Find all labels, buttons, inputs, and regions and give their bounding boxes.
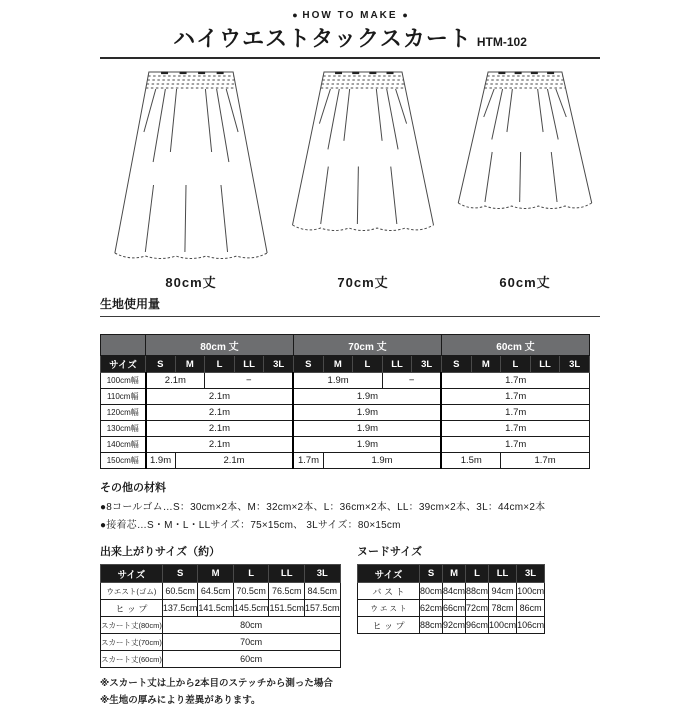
size-column-header: L <box>205 356 235 373</box>
value-cell: 88cm <box>466 583 489 600</box>
table-row <box>101 373 590 389</box>
value-cell: 1.9m <box>293 437 441 453</box>
value-cell: 70.5cm <box>233 583 269 600</box>
value-cell: 1.7m <box>441 405 589 421</box>
value-cell: 1.9m <box>323 453 441 469</box>
value-cell: 1.5m <box>441 453 500 469</box>
length-group-header: 70cm 丈 <box>293 335 441 356</box>
size-column-header: M <box>471 356 501 373</box>
nude-size-table <box>357 564 545 634</box>
row-label: ウエスト(ゴム) <box>101 583 163 600</box>
size-column-header: 3L <box>412 356 442 373</box>
row-label: ヒ ッ プ <box>358 617 420 634</box>
value-cell: 1.7m <box>441 421 589 437</box>
value-cell: 2.1m <box>146 437 294 453</box>
value-cell: 88cm <box>420 617 443 634</box>
group-header-row <box>101 335 590 356</box>
size-column-header: 3L <box>304 565 340 583</box>
value-cell: 72cm <box>466 600 489 617</box>
row-label: ヒ ッ プ <box>101 600 163 617</box>
sheet-header <box>100 10 600 59</box>
size-column-header: LL <box>489 565 517 583</box>
value-cell: 80cm <box>162 617 340 634</box>
row-label: 110cm幅 <box>101 389 146 405</box>
section-divider <box>100 316 600 317</box>
value-cell: 64.5cm <box>198 583 234 600</box>
table-row <box>101 617 341 634</box>
value-cell: 1.9m <box>293 389 441 405</box>
table-row <box>101 421 590 437</box>
size-column-header: L <box>466 565 489 583</box>
table-row <box>358 600 545 617</box>
table-row <box>101 634 341 651</box>
skirt-illustration-80cm <box>110 65 272 291</box>
size-column-header: LL <box>234 356 264 373</box>
value-cell: 137.5cm <box>162 600 198 617</box>
size-header-row <box>358 565 545 583</box>
value-cell: − <box>382 373 441 389</box>
value-cell: 1.7m <box>441 373 589 389</box>
value-cell: 141.5cm <box>198 600 234 617</box>
table-row <box>101 583 341 600</box>
size-column-header: S <box>441 356 471 373</box>
value-cell: 1.7m <box>441 437 589 453</box>
size-column-header: S <box>420 565 443 583</box>
value-cell: 66cm <box>443 600 466 617</box>
table-row <box>101 405 590 421</box>
corner-cell <box>101 335 146 356</box>
value-cell: 96cm <box>466 617 489 634</box>
title-line <box>100 22 600 53</box>
table-row <box>101 600 341 617</box>
item-code: HTM-102 <box>476 35 527 49</box>
value-cell: 100cm <box>489 617 517 634</box>
size-column-header: S <box>293 356 323 373</box>
size-column-header: 3L <box>517 565 545 583</box>
size-header: サイズ <box>101 356 146 373</box>
fabric-usage-table <box>100 334 590 469</box>
size-column-header: 3L <box>264 356 294 373</box>
how-to-make-banner <box>100 10 600 21</box>
size-column-header: LL <box>269 565 305 583</box>
row-label: スカート丈(80cm) <box>101 617 163 634</box>
value-cell: 60.5cm <box>162 583 198 600</box>
row-label: 100cm幅 <box>101 373 146 389</box>
row-label: スカート丈(60cm) <box>101 651 163 668</box>
skirt-illustrations <box>100 59 600 295</box>
size-column-header: L <box>233 565 269 583</box>
materials-section <box>100 479 600 531</box>
size-column-header: M <box>443 565 466 583</box>
bullet-icon: ● <box>292 10 298 20</box>
value-cell: 2.1m <box>146 421 294 437</box>
size-column-header: L <box>501 356 531 373</box>
footnote-skirt-length: ※スカート丈は上から2本目のステッチから測った場合 <box>100 678 333 689</box>
value-cell: 84.5cm <box>304 583 340 600</box>
value-cell: 1.9m <box>146 453 176 469</box>
value-cell: 84cm <box>443 583 466 600</box>
value-cell: − <box>205 373 294 389</box>
table-row <box>101 453 590 469</box>
section-title-fabric-usage: 生地使用量 <box>100 297 161 311</box>
table-row <box>101 437 590 453</box>
row-label: スカート丈(70cm) <box>101 634 163 651</box>
section-title-finished-size: 出来上がりサイズ（約） <box>100 546 221 558</box>
size-column-header: S <box>146 356 176 373</box>
material-item-elastic: ●8コールゴム…S：30cm×2本、M：32cm×2本、L：36cm×2本、LL：39cm×2本、3L：44cm×2本 <box>100 502 546 513</box>
value-cell: 1.9m <box>293 405 441 421</box>
size-header: サイズ <box>358 565 420 583</box>
table-row <box>358 617 545 634</box>
section-title-materials: その他の材料 <box>100 482 166 494</box>
material-item-interfacing: ●接着芯…S・M・L・LLサイズ：75×15cm、 3Lサイズ：80×15cm <box>100 520 401 531</box>
bullet-icon: ● <box>402 10 408 20</box>
size-column-header: S <box>162 565 198 583</box>
nude-size-block <box>357 543 598 706</box>
value-cell: 1.7m <box>441 389 589 405</box>
size-column-header: LL <box>382 356 412 373</box>
value-cell: 62cm <box>420 600 443 617</box>
size-column-header: L <box>353 356 383 373</box>
row-label: ウ エ ス ト <box>358 600 420 617</box>
table-row <box>358 583 545 600</box>
size-column-header: M <box>175 356 205 373</box>
section-title-nude-size: ヌードサイズ <box>357 546 423 558</box>
skirt-drawing-70cm <box>288 65 438 242</box>
page-title: ハイウエストタックスカート <box>173 26 472 51</box>
table-row <box>101 651 341 668</box>
value-cell: 2.1m <box>146 373 205 389</box>
size-column-header: M <box>198 565 234 583</box>
value-cell: 1.9m <box>293 373 382 389</box>
row-label: バ ス ト <box>358 583 420 600</box>
row-label: 120cm幅 <box>101 405 146 421</box>
value-cell: 106cm <box>517 617 545 634</box>
value-cell: 157.5cm <box>304 600 340 617</box>
value-cell: 70cm <box>162 634 340 651</box>
finished-size-block <box>100 543 340 706</box>
table-row <box>101 389 590 405</box>
size-column-header: M <box>323 356 353 373</box>
how-to-make-label: HOW TO MAKE <box>302 10 398 21</box>
skirt-illustration-70cm <box>288 65 438 291</box>
skirt-caption: 70cm丈 <box>337 275 389 290</box>
value-cell: 92cm <box>443 617 466 634</box>
value-cell: 60cm <box>162 651 340 668</box>
value-cell: 76.5cm <box>269 583 305 600</box>
length-group-header: 80cm 丈 <box>146 335 294 356</box>
row-label: 150cm幅 <box>101 453 146 469</box>
value-cell: 1.9m <box>293 421 441 437</box>
size-header-row <box>101 565 341 583</box>
skirt-drawing-80cm <box>110 65 272 270</box>
value-cell: 80cm <box>420 583 443 600</box>
value-cell: 1.7m <box>501 453 590 469</box>
skirt-illustration-60cm <box>454 65 596 291</box>
footnote-fabric-thickness: ※生地の厚みにより差異があります。 <box>100 695 261 706</box>
value-cell: 2.1m <box>146 389 294 405</box>
skirt-caption: 80cm丈 <box>165 275 217 290</box>
value-cell: 2.1m <box>175 453 293 469</box>
fabric-usage-section <box>100 295 600 469</box>
size-column-header: LL <box>530 356 560 373</box>
row-label: 140cm幅 <box>101 437 146 453</box>
value-cell: 1.7m <box>293 453 323 469</box>
value-cell: 151.5cm <box>269 600 305 617</box>
value-cell: 78cm <box>489 600 517 617</box>
value-cell: 86cm <box>517 600 545 617</box>
size-header: サイズ <box>101 565 163 583</box>
sheet-content <box>100 10 600 706</box>
row-label: 130cm幅 <box>101 421 146 437</box>
skirt-drawing-60cm <box>454 65 596 220</box>
size-column-header: 3L <box>560 356 590 373</box>
value-cell: 100cm <box>517 583 545 600</box>
value-cell: 94cm <box>489 583 517 600</box>
finished-size-table <box>100 564 341 668</box>
size-tables <box>100 543 600 706</box>
value-cell: 2.1m <box>146 405 294 421</box>
length-group-header: 60cm 丈 <box>441 335 589 356</box>
value-cell: 145.5cm <box>233 600 269 617</box>
skirt-caption: 60cm丈 <box>499 275 551 290</box>
size-header-row <box>101 356 590 373</box>
